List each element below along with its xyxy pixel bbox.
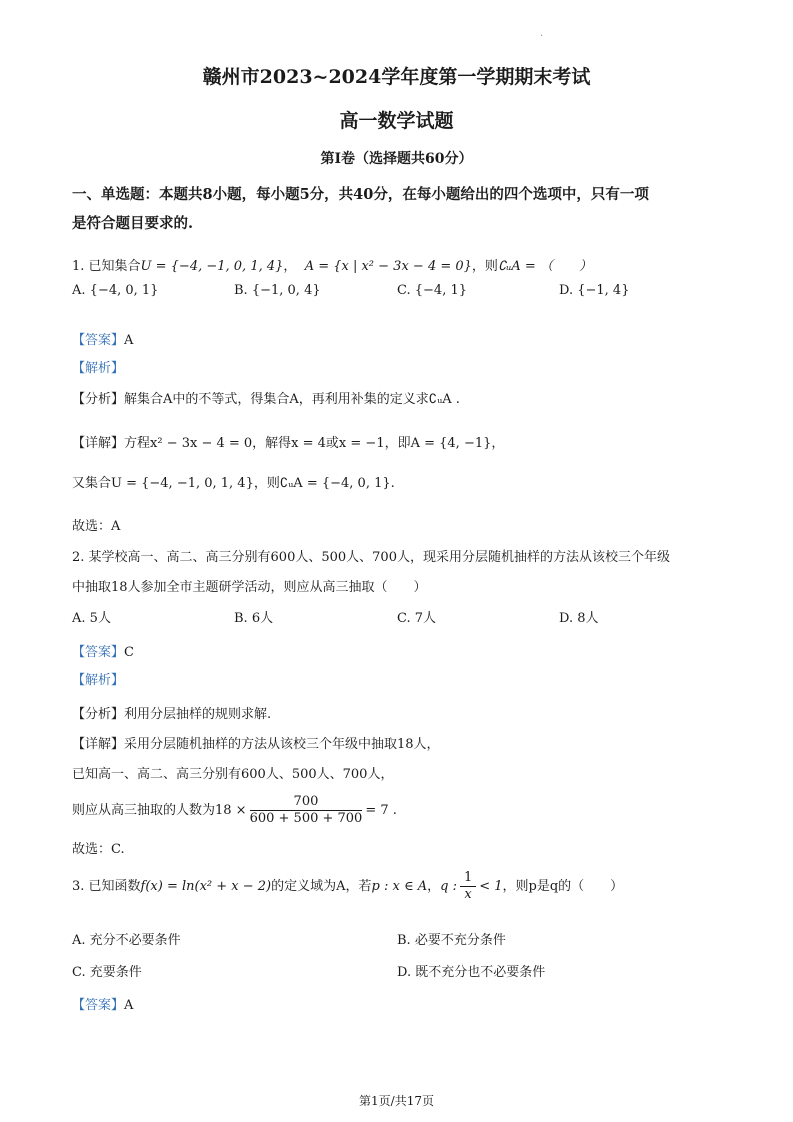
option-label: D. (559, 283, 574, 298)
calc-prefix: 则应从高三抽取的人数为18 × (72, 803, 247, 818)
q3-function: f(x) = ln(x² + x − 2) (140, 879, 272, 894)
q1-ask: ∁ᵤA = （ ） (497, 259, 592, 274)
q1-option-b (234, 283, 321, 298)
option-text: 既不充分也不必要条件 (415, 965, 546, 980)
option-text: 必要不充分条件 (414, 933, 506, 948)
q1-stem (72, 255, 592, 274)
q3-option-d (397, 961, 545, 980)
q3-option-b (397, 929, 506, 948)
q3-q-suffix: < 1 (479, 879, 503, 894)
q3-prefix: 3. 已知函数 (72, 879, 141, 894)
q1-option-a (72, 283, 158, 298)
q2-answer (72, 641, 134, 660)
answer-tag: 【答案】 (72, 333, 125, 348)
option-label: A. (72, 611, 86, 626)
detail-tag: 【详解】 (72, 436, 125, 451)
calc-fraction (250, 794, 363, 827)
option-label: B. (234, 611, 248, 626)
q3-p: p : x ∈ A (371, 879, 428, 894)
q3-fraction (460, 870, 476, 903)
option-text: 5人 (89, 611, 111, 626)
q1-fenxi (72, 388, 460, 407)
q2-stem-line2: 中抽取18人参加全市主题研学活动，则应从高三抽取（ ） (72, 580, 427, 595)
volume-heading: 第Ⅰ卷（选择题共60分） (320, 151, 473, 167)
detail-text: 采用分层随机抽样的方法从该校三个年级中抽取18人， (124, 737, 440, 752)
option-text: 6人 (251, 611, 274, 626)
q2-detail-2: 已知高一、高二、高三分别有600人、500人、700人， (72, 767, 394, 782)
fraction-denominator: x (464, 887, 472, 902)
q3-mid2: ， (427, 879, 441, 894)
q2-fenxi (72, 703, 271, 722)
option-label: D. (559, 611, 574, 626)
option-label: B. (234, 283, 248, 298)
option-label: C. (397, 283, 411, 298)
fraction-numerator: 1 (460, 870, 476, 887)
q3-answer (72, 994, 133, 1013)
q3-option-c (72, 961, 142, 980)
q1-analysis-tag: 【解析】 (72, 361, 125, 376)
q2-option-a (72, 607, 111, 626)
option-label: D. (397, 965, 412, 980)
calc-suffix: = 7 . (365, 803, 397, 818)
option-label: C. (72, 965, 86, 980)
answer-value: A (124, 998, 134, 1013)
q2-conclusion: 故选：C. (72, 842, 125, 857)
fraction-numerator: 700 (250, 794, 363, 811)
section-instructions-line2: 是符合题目要求的. (72, 215, 194, 232)
q1-option-c (397, 283, 467, 298)
q1-detail-1 (72, 432, 504, 451)
q2-option-c (397, 607, 436, 626)
fenxi-text: 解集合A中的不等式，得集合A，再利用补集的定义求∁ᵤA . (124, 392, 460, 407)
q2-detail-1 (72, 733, 440, 752)
q1-prefix: 1. 已知集合 (72, 259, 141, 274)
q3-mid1: 的定义域为A，若 (271, 879, 372, 894)
option-label: B. (397, 933, 411, 948)
exam-subtitle: 高一数学试题 (339, 110, 454, 132)
exam-title: 赣州市2023~2024学年度第一学期期末考试 (202, 66, 591, 88)
stray-dot: . (540, 28, 544, 39)
page-footer: 第1页/共17页 (359, 1094, 434, 1108)
q2-stem-line1: 2. 某学校高一、高二、高三分别有600人、500人、700人，现采用分层随机抽样的方法从该校三个年级 (72, 550, 670, 565)
answer-value: A (124, 333, 134, 348)
answer-tag: 【答案】 (72, 998, 125, 1013)
q1-set-u: U = {−4, −1, 0, 1, 4} (140, 259, 284, 274)
q1-option-d (559, 283, 629, 298)
q2-option-d (559, 607, 599, 626)
q1-conclusion: 故选：A (72, 519, 121, 534)
option-text: 充要条件 (89, 965, 142, 980)
option-label: A. (72, 283, 86, 298)
detail-text: 方程x² − 3x − 4 = 0，解得x = 4或x = −1，即A = {4, −1}， (124, 436, 505, 451)
option-text: 充分不必要条件 (89, 933, 181, 948)
q3-option-a (72, 929, 181, 948)
answer-value: C (124, 645, 134, 660)
detail-tag: 【详解】 (72, 737, 125, 752)
fenxi-tag: 【分析】 (72, 707, 125, 722)
fenxi-text: 利用分层抽样的规则求解. (124, 707, 272, 722)
q1-then: ，则 (471, 259, 498, 274)
q1-comma: ， (283, 259, 297, 274)
option-label: A. (72, 933, 86, 948)
section-instructions-line1: 一、单选题：本题共8小题，每小题5分，共40分，在每小题给出的四个选项中，只有一项 (72, 186, 649, 203)
q3-stem (72, 870, 623, 903)
option-label: C. (397, 611, 411, 626)
q2-detail-3 (72, 794, 397, 827)
q2-option-b (234, 607, 273, 626)
option-text: 7人 (414, 611, 437, 626)
fenxi-tag: 【分析】 (72, 392, 125, 407)
q2-analysis-tag: 【解析】 (72, 673, 125, 688)
fraction-denominator: 600 + 500 + 700 (249, 811, 363, 826)
option-text: 8人 (577, 611, 599, 626)
option-text: {−4, 1} (414, 283, 468, 298)
option-text: {−1, 4} (577, 283, 630, 298)
q3-mid3: ，则p是q的（ ） (502, 879, 624, 894)
q1-detail-2: 又集合U = {−4, −1, 0, 1, 4}，则∁ᵤA = {−4, 0, 1}. (72, 476, 395, 491)
option-text: {−4, 0, 1} (89, 283, 159, 298)
q3-q-prefix: q : (440, 879, 457, 894)
q1-set-a: A = {x | x² − 3x − 4 = 0} (304, 259, 472, 274)
q1-answer (72, 329, 133, 348)
option-text: {−1, 0, 4} (251, 283, 321, 298)
answer-tag: 【答案】 (72, 645, 125, 660)
